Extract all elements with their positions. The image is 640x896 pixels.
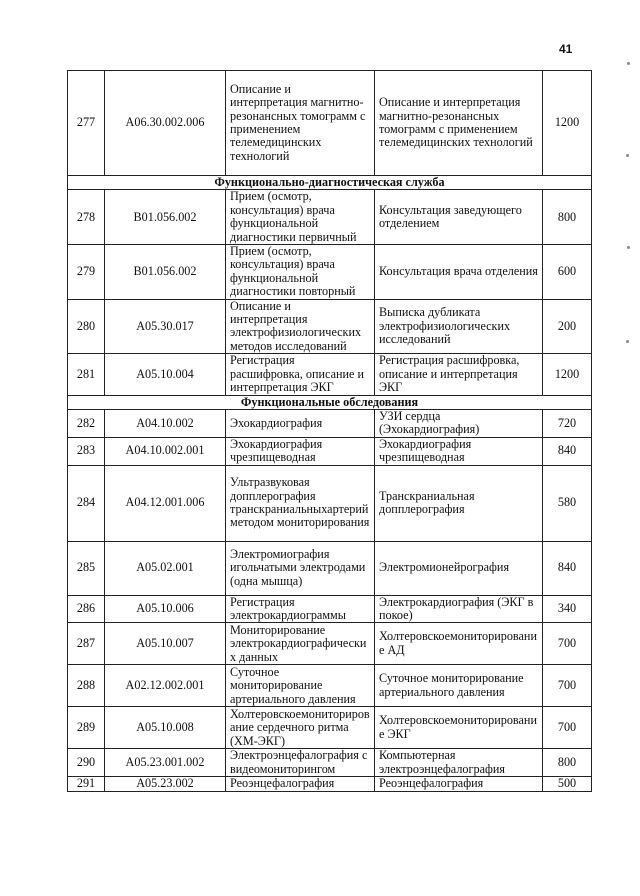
department-service-cell: Холтеровскоемониторирование ЭКГ: [375, 707, 543, 749]
row-number-cell: 283: [68, 437, 105, 465]
price-cell: 600: [543, 245, 592, 300]
section-title: Функционально-диагностическая служба: [68, 176, 592, 190]
section-title: Функциональные обследования: [68, 395, 592, 409]
table-row: [68, 623, 592, 665]
price-cell: 500: [543, 777, 592, 791]
service-code-cell: A04.10.002.001: [105, 437, 226, 465]
service-code-cell: B01.056.002: [105, 245, 226, 300]
service-code-cell: A05.10.004: [105, 354, 226, 395]
table-row: [68, 245, 592, 300]
price-cell: 200: [543, 299, 592, 354]
table-row: [68, 465, 592, 541]
service-code-cell: A06.30.002.006: [105, 71, 226, 176]
table-row: [68, 749, 592, 777]
department-service-cell: Описание и интерпретация магнитно-резонансных томограмм с применением телемедицинских технологий: [375, 71, 543, 176]
row-number-cell: 288: [68, 665, 105, 707]
service-name-cell: Регистрация расшифровка, описание и интерпретация ЭКГ: [226, 354, 375, 395]
department-service-cell: Консультация заведующего отделением: [375, 190, 543, 245]
table-row: [68, 437, 592, 465]
row-number-cell: 277: [68, 71, 105, 176]
service-name-cell: Мониторирование электрокардиографических данных: [226, 623, 375, 665]
scan-speck: [626, 340, 629, 343]
row-number-cell: 280: [68, 299, 105, 354]
service-name-cell: Регистрация электрокардиограммы: [226, 595, 375, 623]
price-cell: 840: [543, 437, 592, 465]
service-code-cell: A05.10.008: [105, 707, 226, 749]
row-number-cell: 287: [68, 623, 105, 665]
service-name-cell: Ультразвуковая допплерография транскраниальныхартерий методом мониторирования: [226, 465, 375, 541]
department-service-cell: Компьютерная электроэнцефалография: [375, 749, 543, 777]
scan-speck: [626, 154, 629, 157]
table-row: [68, 665, 592, 707]
price-cell: 700: [543, 665, 592, 707]
table-row: [68, 777, 592, 791]
service-code-cell: A04.10.002: [105, 409, 226, 437]
row-number-cell: 282: [68, 409, 105, 437]
department-service-cell: УЗИ сердца (Эхокардиография): [375, 409, 543, 437]
department-service-cell: Регистрация расшифровка, описание и интерпретация ЭКГ: [375, 354, 543, 395]
row-number-cell: 284: [68, 465, 105, 541]
department-service-cell: Эхокардиография чрезпищеводная: [375, 437, 543, 465]
price-cell: 800: [543, 749, 592, 777]
price-list-table: [67, 70, 592, 792]
scan-speck: [627, 62, 630, 65]
service-name-cell: Эхокардиография: [226, 409, 375, 437]
price-cell: 720: [543, 409, 592, 437]
service-code-cell: A05.30.017: [105, 299, 226, 354]
department-service-cell: Выписка дубликата электрофизиологических исследований: [375, 299, 543, 354]
price-cell: 340: [543, 595, 592, 623]
department-service-cell: Транскраниальная допплерография: [375, 465, 543, 541]
service-name-cell: Суточное мониторирование артериального давления: [226, 665, 375, 707]
service-name-cell: Прием (осмотр, консультация) врача функциональной диагностики первичный: [226, 190, 375, 245]
row-number-cell: 290: [68, 749, 105, 777]
row-number-cell: 281: [68, 354, 105, 395]
service-code-cell: A05.10.006: [105, 595, 226, 623]
service-code-cell: A04.12.001.006: [105, 465, 226, 541]
service-name-cell: Эхокардиография чрезпищеводная: [226, 437, 375, 465]
table-row: [68, 71, 592, 176]
service-code-cell: A05.23.002: [105, 777, 226, 791]
service-name-cell: Электроэнцефалография с видеомониторингом: [226, 749, 375, 777]
service-code-cell: A05.23.001.002: [105, 749, 226, 777]
price-cell: 580: [543, 465, 592, 541]
service-code-cell: A02.12.002.001: [105, 665, 226, 707]
table-row: [68, 409, 592, 437]
price-cell: 700: [543, 623, 592, 665]
row-number-cell: 286: [68, 595, 105, 623]
service-name-cell: Прием (осмотр, консультация) врача функциональной диагностики повторный: [226, 245, 375, 300]
table-row: [68, 354, 592, 395]
section-header-row: [68, 176, 592, 190]
table-row: [68, 707, 592, 749]
page-number: 41: [559, 42, 573, 56]
service-code-cell: A05.10.007: [105, 623, 226, 665]
department-service-cell: Холтеровскоемониторирование АД: [375, 623, 543, 665]
table-row: [68, 190, 592, 245]
service-name-cell: Холтеровскоемониторирование сердечного ритма (ХМ-ЭКГ): [226, 707, 375, 749]
table-row: [68, 299, 592, 354]
section-header-row: [68, 395, 592, 409]
price-cell: 700: [543, 707, 592, 749]
row-number-cell: 291: [68, 777, 105, 791]
department-service-cell: Электромионейрография: [375, 541, 543, 595]
row-number-cell: 289: [68, 707, 105, 749]
department-service-cell: Консультация врача отделения: [375, 245, 543, 300]
price-cell: 1200: [543, 354, 592, 395]
service-name-cell: Электромиография игольчатыми электродами (одна мышца): [226, 541, 375, 595]
table-row: [68, 541, 592, 595]
department-service-cell: Электрокардиография (ЭКГ в покое): [375, 595, 543, 623]
department-service-cell: Реоэнцефалография: [375, 777, 543, 791]
service-name-cell: Реоэнцефалография: [226, 777, 375, 791]
price-cell: 1200: [543, 71, 592, 176]
price-cell: 840: [543, 541, 592, 595]
row-number-cell: 285: [68, 541, 105, 595]
service-code-cell: A05.02.001: [105, 541, 226, 595]
price-cell: 800: [543, 190, 592, 245]
row-number-cell: 278: [68, 190, 105, 245]
service-code-cell: B01.056.002: [105, 190, 226, 245]
service-name-cell: Описание и интерпретация магнитно-резонансных томограмм с применением телемедицинских технологий: [226, 71, 375, 176]
service-name-cell: Описание и интерпретация электрофизиологических методов исследований: [226, 299, 375, 354]
scan-speck: [627, 246, 630, 249]
table-row: [68, 595, 592, 623]
row-number-cell: 279: [68, 245, 105, 300]
department-service-cell: Суточное мониторирование артериального давления: [375, 665, 543, 707]
